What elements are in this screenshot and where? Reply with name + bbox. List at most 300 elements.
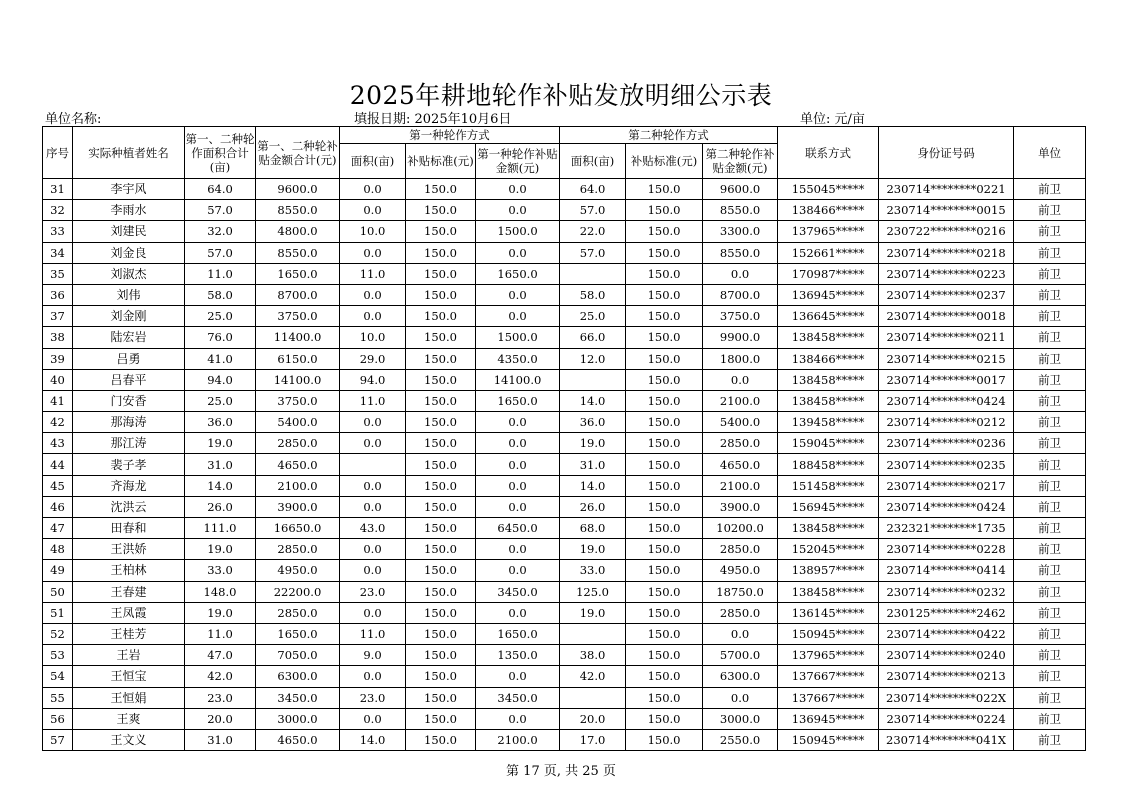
cell-area2: [560, 687, 626, 708]
cell-area1: 43.0: [340, 518, 406, 539]
cell-name: 裴子孝: [73, 454, 185, 475]
cell-area2: 17.0: [560, 729, 626, 750]
table-row: [43, 284, 1086, 305]
unit-name-label: 单位名称:: [45, 112, 102, 127]
cell-unit: 前卫: [1014, 284, 1086, 305]
cell-amt1: 0.0: [476, 602, 560, 623]
cell-area2: 33.0: [560, 560, 626, 581]
cell-area1: 0.0: [340, 284, 406, 305]
cell-std1: 150.0: [406, 433, 476, 454]
cell-unit: 前卫: [1014, 539, 1086, 560]
cell-area1: 0.0: [340, 475, 406, 496]
cell-area2: 31.0: [560, 454, 626, 475]
cell-area2: 19.0: [560, 602, 626, 623]
cell-amt2: 0.0: [703, 687, 778, 708]
cell-amt2: 3000.0: [703, 708, 778, 729]
cell-amt2: 0.0: [703, 623, 778, 644]
cell-contact: 136945*****: [778, 284, 879, 305]
cell-total-amount: 1650.0: [256, 623, 340, 644]
header-std-2: 补贴标准(元): [626, 144, 703, 179]
cell-amt1: 6450.0: [476, 518, 560, 539]
cell-std1: 150.0: [406, 327, 476, 348]
header-total-area: 第一、二种轮作面积合计(亩): [185, 127, 256, 179]
header-total-amount: 第一、二种轮补贴金额合计(元): [256, 127, 340, 179]
cell-area2: [560, 623, 626, 644]
cell-name: 王桂芳: [73, 623, 185, 644]
cell-unit: 前卫: [1014, 729, 1086, 750]
cell-amt2: 2100.0: [703, 475, 778, 496]
cell-name: 王恒宝: [73, 666, 185, 687]
header-amount-1: 第一种轮作补贴金额(元): [476, 144, 560, 179]
cell-seq: 56: [43, 708, 73, 729]
cell-contact: 138458*****: [778, 581, 879, 602]
cell-total-area: 111.0: [185, 518, 256, 539]
cell-amt2: 8550.0: [703, 242, 778, 263]
cell-total-area: 148.0: [185, 581, 256, 602]
cell-contact: 138466*****: [778, 348, 879, 369]
cell-contact: 138458*****: [778, 390, 879, 411]
cell-seq: 52: [43, 623, 73, 644]
cell-total-amount: 4650.0: [256, 454, 340, 475]
cell-total-area: 19.0: [185, 433, 256, 454]
cell-amt1: 1650.0: [476, 623, 560, 644]
cell-name: 刘金刚: [73, 306, 185, 327]
cell-unit: 前卫: [1014, 454, 1086, 475]
cell-unit: 前卫: [1014, 666, 1086, 687]
cell-area2: 57.0: [560, 242, 626, 263]
cell-std1: 150.0: [406, 602, 476, 623]
cell-seq: 42: [43, 412, 73, 433]
cell-std2: 150.0: [626, 221, 703, 242]
cell-seq: 55: [43, 687, 73, 708]
table-row: [43, 306, 1086, 327]
cell-seq: 37: [43, 306, 73, 327]
cell-id: 230714********0424: [879, 390, 1014, 411]
cell-contact: 155045*****: [778, 179, 879, 200]
cell-area1: 0.0: [340, 666, 406, 687]
cell-std2: 150.0: [626, 518, 703, 539]
cell-amt1: 1350.0: [476, 645, 560, 666]
cell-unit: 前卫: [1014, 602, 1086, 623]
cell-total-area: 25.0: [185, 390, 256, 411]
cell-total-area: 36.0: [185, 412, 256, 433]
cell-seq: 51: [43, 602, 73, 623]
cell-area1: 0.0: [340, 306, 406, 327]
cell-std1: 150.0: [406, 539, 476, 560]
cell-std1: 150.0: [406, 454, 476, 475]
header-area-2: 面积(亩): [560, 144, 626, 179]
cell-total-amount: 2850.0: [256, 539, 340, 560]
header-area-1: 面积(亩): [340, 144, 406, 179]
cell-area1: 0.0: [340, 242, 406, 263]
cell-amt1: 0.0: [476, 200, 560, 221]
cell-std1: 150.0: [406, 496, 476, 517]
page-footer: 第 17 页, 共 25 页: [506, 764, 616, 779]
cell-total-area: 20.0: [185, 708, 256, 729]
header-seq: 序号: [43, 127, 73, 179]
cell-total-area: 58.0: [185, 284, 256, 305]
cell-amt2: 2850.0: [703, 539, 778, 560]
cell-amt2: 2850.0: [703, 602, 778, 623]
cell-id: 230714********0422: [879, 623, 1014, 644]
cell-name: 刘伟: [73, 284, 185, 305]
cell-amt2: 0.0: [703, 263, 778, 284]
cell-amt1: 0.0: [476, 433, 560, 454]
cell-amt2: 2850.0: [703, 433, 778, 454]
cell-std1: 150.0: [406, 369, 476, 390]
cell-std2: 150.0: [626, 242, 703, 263]
cell-std2: 150.0: [626, 708, 703, 729]
cell-std2: 150.0: [626, 602, 703, 623]
cell-name: 王凤霞: [73, 602, 185, 623]
cell-amt1: 3450.0: [476, 581, 560, 602]
cell-total-amount: 7050.0: [256, 645, 340, 666]
cell-id: 230714********0018: [879, 306, 1014, 327]
cell-name: 王恒娟: [73, 687, 185, 708]
table-row: [43, 708, 1086, 729]
cell-contact: 150945*****: [778, 729, 879, 750]
cell-amt2: 2100.0: [703, 390, 778, 411]
cell-amt1: 0.0: [476, 539, 560, 560]
cell-id: 230714********0235: [879, 454, 1014, 475]
cell-id: 230714********0232: [879, 581, 1014, 602]
cell-total-amount: 11400.0: [256, 327, 340, 348]
cell-seq: 36: [43, 284, 73, 305]
cell-seq: 38: [43, 327, 73, 348]
cell-area1: 11.0: [340, 390, 406, 411]
cell-total-amount: 14100.0: [256, 369, 340, 390]
cell-contact: 136945*****: [778, 708, 879, 729]
cell-area2: 58.0: [560, 284, 626, 305]
cell-name: 吕勇: [73, 348, 185, 369]
cell-area1: 0.0: [340, 560, 406, 581]
cell-std1: 150.0: [406, 390, 476, 411]
table-body: [43, 179, 1086, 751]
cell-amt1: 0.0: [476, 496, 560, 517]
cell-total-area: 42.0: [185, 666, 256, 687]
cell-contact: 138957*****: [778, 560, 879, 581]
cell-total-area: 23.0: [185, 687, 256, 708]
table-row: [43, 518, 1086, 539]
cell-total-amount: 2100.0: [256, 475, 340, 496]
cell-area1: 0.0: [340, 496, 406, 517]
cell-area2: [560, 369, 626, 390]
cell-unit: 前卫: [1014, 645, 1086, 666]
table-row: [43, 666, 1086, 687]
cell-std1: 150.0: [406, 623, 476, 644]
cell-amt2: 6300.0: [703, 666, 778, 687]
cell-total-amount: 3750.0: [256, 390, 340, 411]
cell-amt2: 3300.0: [703, 221, 778, 242]
cell-name: 刘淑杰: [73, 263, 185, 284]
cell-std2: 150.0: [626, 475, 703, 496]
cell-amt2: 5700.0: [703, 645, 778, 666]
cell-contact: 188458*****: [778, 454, 879, 475]
cell-seq: 40: [43, 369, 73, 390]
cell-total-area: 11.0: [185, 623, 256, 644]
cell-seq: 45: [43, 475, 73, 496]
cell-std1: 150.0: [406, 221, 476, 242]
header-id: 身份证号码: [879, 127, 1014, 179]
cell-id: 230714********0015: [879, 200, 1014, 221]
cell-area2: [560, 263, 626, 284]
cell-area2: 22.0: [560, 221, 626, 242]
cell-total-amount: 3900.0: [256, 496, 340, 517]
header-amount-2: 第二种轮作补贴金额(元): [703, 144, 778, 179]
table-row: [43, 581, 1086, 602]
cell-id: 230714********0236: [879, 433, 1014, 454]
cell-seq: 46: [43, 496, 73, 517]
cell-area1: 11.0: [340, 263, 406, 284]
cell-std2: 150.0: [626, 454, 703, 475]
cell-name: 沈洪云: [73, 496, 185, 517]
cell-contact: 138466*****: [778, 200, 879, 221]
cell-total-area: 25.0: [185, 306, 256, 327]
cell-name: 那江涛: [73, 433, 185, 454]
cell-total-amount: 8550.0: [256, 200, 340, 221]
cell-name: 王洪娇: [73, 539, 185, 560]
table-row: [43, 221, 1086, 242]
cell-seq: 31: [43, 179, 73, 200]
cell-id: 230714********0237: [879, 284, 1014, 305]
cell-unit: 前卫: [1014, 200, 1086, 221]
cell-total-amount: 8550.0: [256, 242, 340, 263]
cell-total-amount: 1650.0: [256, 263, 340, 284]
cell-unit: 前卫: [1014, 518, 1086, 539]
cell-total-amount: 22200.0: [256, 581, 340, 602]
cell-area1: 0.0: [340, 179, 406, 200]
cell-contact: 150945*****: [778, 623, 879, 644]
cell-std2: 150.0: [626, 687, 703, 708]
cell-std2: 150.0: [626, 200, 703, 221]
cell-std2: 150.0: [626, 539, 703, 560]
cell-area1: 0.0: [340, 200, 406, 221]
cell-contact: 136145*****: [778, 602, 879, 623]
cell-total-area: 31.0: [185, 454, 256, 475]
cell-std1: 150.0: [406, 518, 476, 539]
cell-id: 230714********0240: [879, 645, 1014, 666]
cell-seq: 35: [43, 263, 73, 284]
cell-total-area: 11.0: [185, 263, 256, 284]
table-row: [43, 645, 1086, 666]
cell-amt2: 8700.0: [703, 284, 778, 305]
cell-std2: 150.0: [626, 560, 703, 581]
cell-std1: 150.0: [406, 284, 476, 305]
cell-total-area: 14.0: [185, 475, 256, 496]
cell-unit: 前卫: [1014, 390, 1086, 411]
cell-amt2: 3750.0: [703, 306, 778, 327]
cell-total-area: 41.0: [185, 348, 256, 369]
cell-amt1: 0.0: [476, 242, 560, 263]
cell-total-amount: 16650.0: [256, 518, 340, 539]
cell-amt2: 5400.0: [703, 412, 778, 433]
table-row: [43, 433, 1086, 454]
cell-amt2: 1800.0: [703, 348, 778, 369]
page-title: 2025年耕地轮作补贴发放明细公示表: [349, 81, 773, 110]
header-group-1: 第一种轮作方式: [340, 127, 560, 144]
table-row: [43, 263, 1086, 284]
cell-area2: 19.0: [560, 433, 626, 454]
subsidy-table: [42, 126, 1086, 751]
fill-date: 填报日期: 2025年10月6日: [354, 112, 512, 127]
cell-std1: 150.0: [406, 581, 476, 602]
cell-id: 230714********0228: [879, 539, 1014, 560]
cell-name: 王柏林: [73, 560, 185, 581]
cell-name: 王爽: [73, 708, 185, 729]
cell-name: 李宇风: [73, 179, 185, 200]
cell-unit: 前卫: [1014, 623, 1086, 644]
cell-std1: 150.0: [406, 645, 476, 666]
cell-total-amount: 4650.0: [256, 729, 340, 750]
cell-contact: 138458*****: [778, 327, 879, 348]
table-row: [43, 200, 1086, 221]
cell-area1: 10.0: [340, 221, 406, 242]
cell-area1: 23.0: [340, 581, 406, 602]
cell-unit: 前卫: [1014, 433, 1086, 454]
cell-total-area: 26.0: [185, 496, 256, 517]
cell-amt1: 3450.0: [476, 687, 560, 708]
cell-contact: 137667*****: [778, 666, 879, 687]
cell-unit: 前卫: [1014, 708, 1086, 729]
cell-area2: 66.0: [560, 327, 626, 348]
cell-contact: 170987*****: [778, 263, 879, 284]
cell-total-amount: 2850.0: [256, 602, 340, 623]
cell-std2: 150.0: [626, 263, 703, 284]
cell-std1: 150.0: [406, 666, 476, 687]
cell-name: 王春建: [73, 581, 185, 602]
cell-seq: 32: [43, 200, 73, 221]
header-name: 实际种植者姓名: [73, 127, 185, 179]
cell-id: 230714********0223: [879, 263, 1014, 284]
cell-area1: 11.0: [340, 623, 406, 644]
cell-std2: 150.0: [626, 306, 703, 327]
cell-area2: 68.0: [560, 518, 626, 539]
unit-label: 单位: 元/亩: [800, 112, 865, 127]
header-group-2: 第二种轮作方式: [560, 127, 778, 144]
cell-area2: 14.0: [560, 475, 626, 496]
cell-area1: 94.0: [340, 369, 406, 390]
cell-seq: 53: [43, 645, 73, 666]
cell-area1: 14.0: [340, 729, 406, 750]
cell-area2: 19.0: [560, 539, 626, 560]
cell-total-amount: 4800.0: [256, 221, 340, 242]
cell-area2: 42.0: [560, 666, 626, 687]
table-row: [43, 390, 1086, 411]
cell-total-area: 64.0: [185, 179, 256, 200]
cell-contact: 136645*****: [778, 306, 879, 327]
cell-contact: 159045*****: [778, 433, 879, 454]
cell-unit: 前卫: [1014, 348, 1086, 369]
cell-total-area: 76.0: [185, 327, 256, 348]
cell-id: 230714********041X: [879, 729, 1014, 750]
cell-id: 230714********0017: [879, 369, 1014, 390]
cell-area1: [340, 454, 406, 475]
cell-seq: 57: [43, 729, 73, 750]
cell-unit: 前卫: [1014, 475, 1086, 496]
cell-total-amount: 3450.0: [256, 687, 340, 708]
cell-total-area: 19.0: [185, 602, 256, 623]
cell-area1: 29.0: [340, 348, 406, 369]
table-row: [43, 454, 1086, 475]
cell-contact: 152045*****: [778, 539, 879, 560]
cell-amt1: 0.0: [476, 666, 560, 687]
cell-seq: 41: [43, 390, 73, 411]
cell-std2: 150.0: [626, 348, 703, 369]
table-row: [43, 623, 1086, 644]
cell-std1: 150.0: [406, 242, 476, 263]
cell-amt1: 1500.0: [476, 221, 560, 242]
cell-std2: 150.0: [626, 390, 703, 411]
cell-std1: 150.0: [406, 687, 476, 708]
cell-name: 田春和: [73, 518, 185, 539]
cell-contact: 137965*****: [778, 645, 879, 666]
cell-area1: 9.0: [340, 645, 406, 666]
cell-amt2: 2550.0: [703, 729, 778, 750]
cell-contact: 139458*****: [778, 412, 879, 433]
cell-id: 230722********0216: [879, 221, 1014, 242]
cell-unit: 前卫: [1014, 412, 1086, 433]
cell-std2: 150.0: [626, 623, 703, 644]
cell-seq: 39: [43, 348, 73, 369]
cell-name: 李雨水: [73, 200, 185, 221]
cell-amt1: 0.0: [476, 475, 560, 496]
cell-area2: 125.0: [560, 581, 626, 602]
cell-std1: 150.0: [406, 729, 476, 750]
cell-amt2: 18750.0: [703, 581, 778, 602]
header-unit: 单位: [1014, 127, 1086, 179]
cell-seq: 49: [43, 560, 73, 581]
cell-unit: 前卫: [1014, 687, 1086, 708]
cell-std2: 150.0: [626, 666, 703, 687]
cell-seq: 54: [43, 666, 73, 687]
cell-area2: 26.0: [560, 496, 626, 517]
cell-amt2: 4950.0: [703, 560, 778, 581]
cell-contact: 137965*****: [778, 221, 879, 242]
cell-std1: 150.0: [406, 348, 476, 369]
cell-area2: 25.0: [560, 306, 626, 327]
cell-std2: 150.0: [626, 369, 703, 390]
cell-total-area: 94.0: [185, 369, 256, 390]
cell-amt1: 0.0: [476, 284, 560, 305]
cell-area1: 23.0: [340, 687, 406, 708]
cell-std2: 150.0: [626, 179, 703, 200]
cell-area1: 0.0: [340, 708, 406, 729]
cell-id: 230714********0215: [879, 348, 1014, 369]
cell-total-amount: 6150.0: [256, 348, 340, 369]
cell-amt1: 0.0: [476, 306, 560, 327]
cell-unit: 前卫: [1014, 581, 1086, 602]
cell-area1: 0.0: [340, 539, 406, 560]
cell-amt1: 0.0: [476, 454, 560, 475]
table-row: [43, 475, 1086, 496]
cell-area2: 12.0: [560, 348, 626, 369]
cell-name: 刘金良: [73, 242, 185, 263]
cell-id: 232321********1735: [879, 518, 1014, 539]
cell-std1: 150.0: [406, 412, 476, 433]
cell-total-area: 57.0: [185, 200, 256, 221]
cell-id: 230714********0224: [879, 708, 1014, 729]
cell-total-amount: 3000.0: [256, 708, 340, 729]
table-row: [43, 602, 1086, 623]
cell-total-amount: 3750.0: [256, 306, 340, 327]
cell-amt1: 1650.0: [476, 263, 560, 284]
table-row: [43, 179, 1086, 200]
cell-seq: 50: [43, 581, 73, 602]
cell-unit: 前卫: [1014, 369, 1086, 390]
cell-total-area: 33.0: [185, 560, 256, 581]
header-std-1: 补贴标准(元): [406, 144, 476, 179]
cell-contact: 156945*****: [778, 496, 879, 517]
